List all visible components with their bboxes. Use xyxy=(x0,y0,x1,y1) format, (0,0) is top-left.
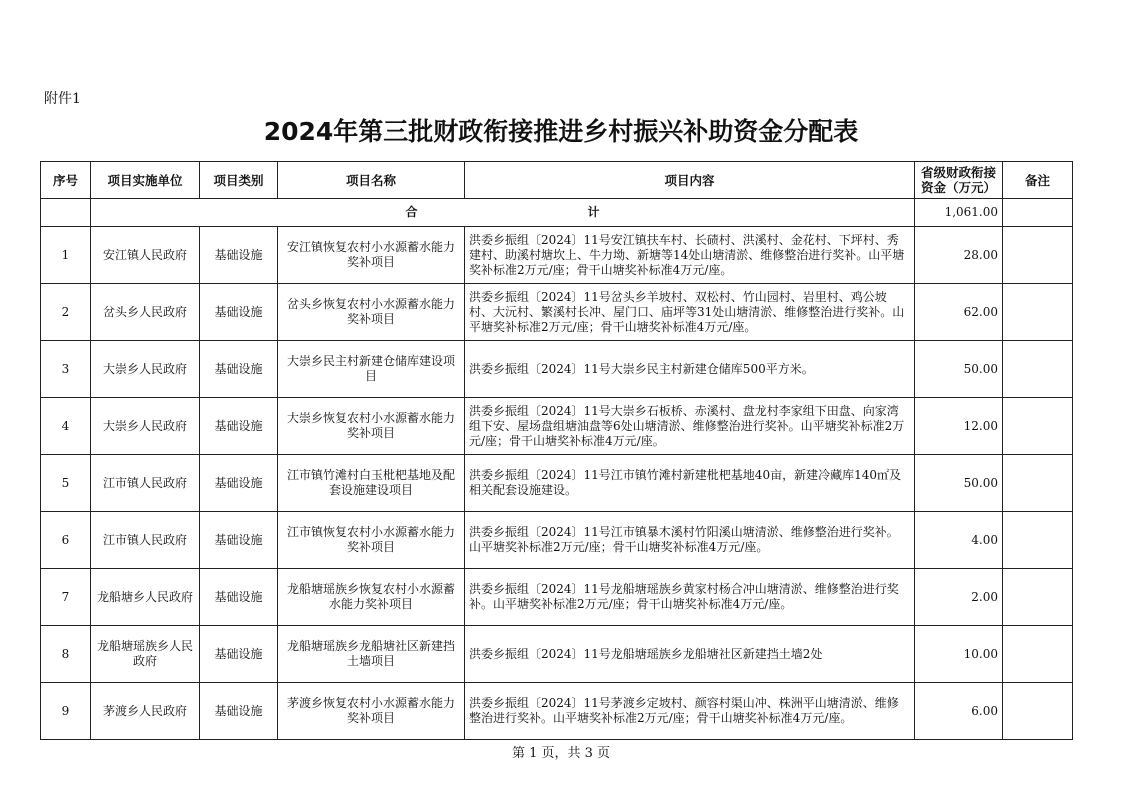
cell-name: 龙船塘瑶族乡恢复农村小水源蓄水能力奖补项目 xyxy=(278,569,465,626)
header-row xyxy=(41,162,1073,199)
cell-content: 洪委乡振组〔2024〕11号大崇乡石板桥、赤溪村、盘龙村李家组下田盘、向家湾组下安、屋场盘组塘油盘等6处山塘清淤、维修整治进行奖补。山平塘奖补标准2万元/座；骨干山塘奖补标准4万元/座。 xyxy=(465,398,915,455)
total-remark xyxy=(1003,199,1073,227)
cell-name: 江市镇恢复农村小水源蓄水能力奖补项目 xyxy=(278,512,465,569)
cell-name: 江市镇竹滩村白玉枇杷基地及配套设施建设项目 xyxy=(278,455,465,512)
cell-unit: 江市镇人民政府 xyxy=(91,512,200,569)
table-row xyxy=(41,683,1073,740)
total-label-b: 计 xyxy=(587,205,600,219)
table-row xyxy=(41,227,1073,284)
cell-category: 基础设施 xyxy=(200,455,278,512)
cell-funds: 50.00 xyxy=(915,455,1003,512)
cell-funds: 62.00 xyxy=(915,284,1003,341)
header-remark: 备注 xyxy=(1003,162,1073,199)
cell-content: 洪委乡振组〔2024〕11号安江镇扶车村、长碛村、洪溪村、金花村、下坪村、秀建村、助溪村塘坎上、牛力坳、新塘等14处山塘清淤、维修整治进行奖补。山平塘奖补标准2万元/座；骨干山塘奖补标准4万元/座。 xyxy=(465,227,915,284)
cell-funds: 6.00 xyxy=(915,683,1003,740)
cell-remark xyxy=(1003,398,1073,455)
cell-content: 洪委乡振组〔2024〕11号龙船塘瑶族乡黄家村杨合冲山塘清淤、维修整治进行奖补。山平塘奖补标准2万元/座；骨干山塘奖补标准4万元/座。 xyxy=(465,569,915,626)
table-row xyxy=(41,626,1073,683)
total-label-a: 合 xyxy=(405,205,418,219)
cell-unit: 茅渡乡人民政府 xyxy=(91,683,200,740)
header-name: 项目名称 xyxy=(278,162,465,199)
cell-funds: 10.00 xyxy=(915,626,1003,683)
table-row xyxy=(41,284,1073,341)
page-footer: 第 1 页，共 3 页 xyxy=(511,746,611,761)
cell-category: 基础设施 xyxy=(200,626,278,683)
cell-seq: 5 xyxy=(41,455,91,512)
cell-seq: 4 xyxy=(41,398,91,455)
table-row xyxy=(41,569,1073,626)
cell-remark xyxy=(1003,341,1073,398)
cell-funds: 2.00 xyxy=(915,569,1003,626)
table-row xyxy=(41,512,1073,569)
cell-content: 洪委乡振组〔2024〕11号岔头乡羊坡村、双松村、竹山园村、岩里村、鸡公坡村、大沅村、繁溪村长冲、屋门口、庙坪等31处山塘清淤、维修整治进行奖补。山平塘奖补标准2万元/座；骨干山塘奖补标准4万元/座。 xyxy=(465,284,915,341)
cell-funds: 50.00 xyxy=(915,341,1003,398)
cell-category: 基础设施 xyxy=(200,284,278,341)
header-funds: 省级财政衔接资金（万元） xyxy=(915,162,1003,199)
table-row xyxy=(41,341,1073,398)
cell-seq: 8 xyxy=(41,626,91,683)
cell-remark xyxy=(1003,569,1073,626)
cell-category: 基础设施 xyxy=(200,569,278,626)
header-category: 项目类别 xyxy=(200,162,278,199)
cell-remark xyxy=(1003,227,1073,284)
cell-unit: 龙船塘乡人民政府 xyxy=(91,569,200,626)
cell-remark xyxy=(1003,626,1073,683)
cell-seq: 3 xyxy=(41,341,91,398)
cell-funds: 4.00 xyxy=(915,512,1003,569)
attachment-label: 附件1 xyxy=(44,91,81,107)
cell-remark xyxy=(1003,284,1073,341)
cell-unit: 岔头乡人民政府 xyxy=(91,284,200,341)
cell-unit: 大崇乡人民政府 xyxy=(91,341,200,398)
cell-name: 安江镇恢复农村小水源蓄水能力奖补项目 xyxy=(278,227,465,284)
cell-funds: 12.00 xyxy=(915,398,1003,455)
cell-funds: 28.00 xyxy=(915,227,1003,284)
cell-name: 龙船塘瑶族乡龙船塘社区新建挡土墙项目 xyxy=(278,626,465,683)
cell-category: 基础设施 xyxy=(200,398,278,455)
cell-content: 洪委乡振组〔2024〕11号茅渡乡定坡村、颜容村渠山冲、株洲平山塘清淤、维修整治进行奖补。山平塘奖补标准2万元/座；骨干山塘奖补标准4万元/座。 xyxy=(465,683,915,740)
table-row xyxy=(41,455,1073,512)
cell-category: 基础设施 xyxy=(200,341,278,398)
cell-seq: 1 xyxy=(41,227,91,284)
cell-name: 大崇乡恢复农村小水源蓄水能力奖补项目 xyxy=(278,398,465,455)
cell-content: 洪委乡振组〔2024〕11号江市镇暴木溪村竹阳溪山塘清淤、维修整治进行奖补。山平塘奖补标准2万元/座；骨干山塘奖补标准4万元/座。 xyxy=(465,512,915,569)
cell-content: 洪委乡振组〔2024〕11号龙船塘瑶族乡龙船塘社区新建挡土墙2处 xyxy=(465,626,915,683)
cell-seq: 9 xyxy=(41,683,91,740)
cell-remark xyxy=(1003,512,1073,569)
document-title: 2024年第三批财政衔接推进乡村振兴补助资金分配表 xyxy=(263,117,859,146)
table-row xyxy=(41,398,1073,455)
cell-seq: 2 xyxy=(41,284,91,341)
cell-unit: 龙船塘瑶族乡人民政府 xyxy=(91,626,200,683)
cell-category: 基础设施 xyxy=(200,227,278,284)
cell-seq: 6 xyxy=(41,512,91,569)
total-label xyxy=(91,199,915,227)
cell-name: 岔头乡恢复农村小水源蓄水能力奖补项目 xyxy=(278,284,465,341)
cell-seq: 7 xyxy=(41,569,91,626)
cell-remark xyxy=(1003,683,1073,740)
header-unit: 项目实施单位 xyxy=(91,162,200,199)
header-content: 项目内容 xyxy=(465,162,915,199)
cell-unit: 江市镇人民政府 xyxy=(91,455,200,512)
cell-content: 洪委乡振组〔2024〕11号大崇乡民主村新建仓储库500平方米。 xyxy=(465,341,915,398)
cell-category: 基础设施 xyxy=(200,512,278,569)
cell-remark xyxy=(1003,455,1073,512)
header-seq: 序号 xyxy=(41,162,91,199)
total-row xyxy=(41,199,1073,227)
cell-name: 大崇乡民主村新建仓储库建设项目 xyxy=(278,341,465,398)
total-value: 1,061.00 xyxy=(915,199,1003,227)
total-empty-cell xyxy=(41,199,91,227)
cell-unit: 安江镇人民政府 xyxy=(91,227,200,284)
cell-content: 洪委乡振组〔2024〕11号江市镇竹滩村新建枇杷基地40亩，新建冷藏库140㎡及相关配套设施建设。 xyxy=(465,455,915,512)
cell-name: 茅渡乡恢复农村小水源蓄水能力奖补项目 xyxy=(278,683,465,740)
cell-category: 基础设施 xyxy=(200,683,278,740)
allocation-table xyxy=(40,161,1073,740)
cell-unit: 大崇乡人民政府 xyxy=(91,398,200,455)
